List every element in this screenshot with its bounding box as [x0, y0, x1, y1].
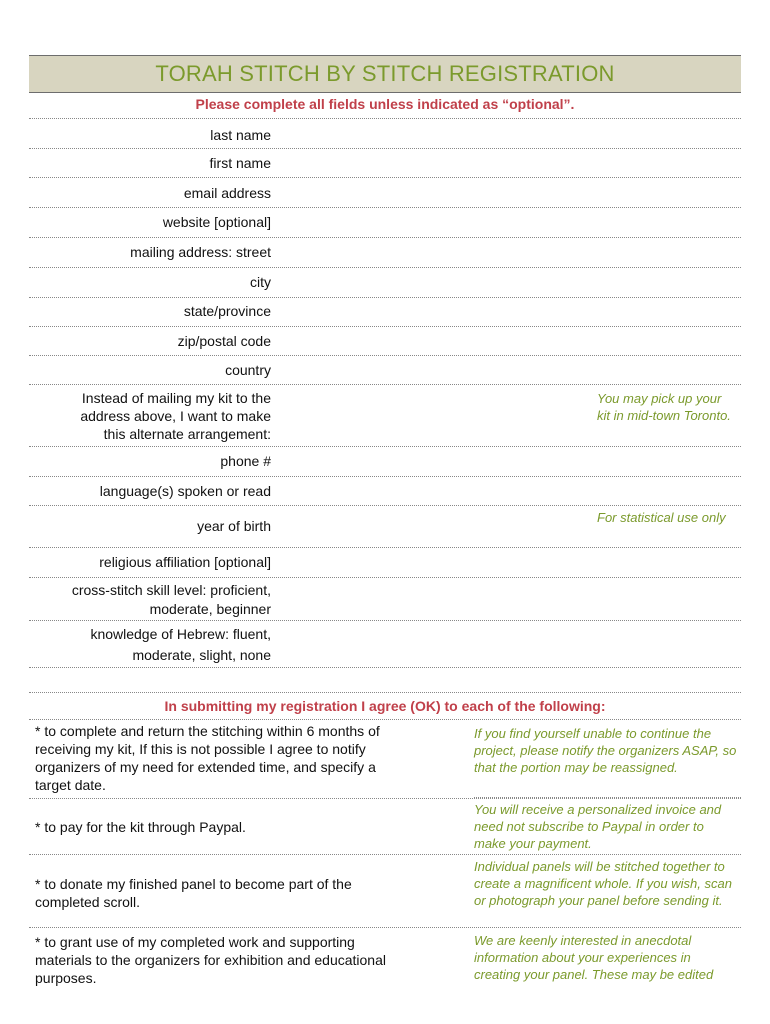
alternate-arrangement-input[interactable] — [249, 385, 591, 446]
field-note: You may pick up your kit in mid-town Toronto. — [597, 391, 731, 423]
field-label: year of birth — [197, 518, 271, 534]
skill-level-input[interactable] — [249, 578, 591, 620]
field-label: religious affiliation [optional] — [99, 554, 271, 570]
field-label: Instead of mailing my kit to the address above, I want to make this alternate arrangement: — [80, 390, 271, 442]
field-row-last-name — [29, 118, 741, 149]
field-label: zip/postal code — [177, 333, 271, 349]
field-label: phone # — [220, 453, 271, 469]
field-row-phone — [29, 447, 741, 477]
agreement-text: * to donate my finished panel to become part of the completed scroll. — [35, 876, 352, 910]
agreement-text: * to pay for the kit through Paypal. — [35, 819, 246, 835]
field-label: language(s) spoken or read — [99, 483, 271, 499]
field-label: country — [225, 362, 271, 378]
note-divider — [474, 797, 741, 798]
languages-input[interactable] — [249, 477, 591, 505]
form-title-bar — [29, 55, 741, 93]
agreement-text: * to grant use of my completed work and supporting materials to the organizers for exhibition and educational purposes. — [35, 934, 386, 986]
field-label: state/province — [183, 303, 271, 319]
zip-input[interactable] — [249, 327, 591, 355]
phone-input[interactable] — [249, 447, 591, 476]
field-row-hebrew — [29, 621, 741, 668]
field-row-state — [29, 298, 741, 327]
field-label: email address — [183, 185, 271, 201]
agreement-note: If you find yourself unable to continue the project, please notify the organizers ASAP, so that the portion may be reassigned. — [474, 726, 737, 775]
religious-affiliation-input[interactable] — [249, 548, 591, 577]
field-label: mailing address: street — [130, 244, 271, 260]
field-row-street — [29, 238, 741, 268]
field-label: city — [250, 274, 271, 290]
website-input[interactable] — [249, 208, 591, 237]
agreement-item-donate — [29, 855, 741, 928]
field-label: first name — [209, 155, 271, 171]
form-instructions: Please complete all fields unless indicated as “optional”. — [195, 96, 575, 112]
agreement-note: Individual panels will be stitched together to create a magnificent whole. If you wish, scan or photograph your panel before sending it. — [474, 859, 732, 908]
first-name-input[interactable] — [249, 148, 591, 177]
state-input[interactable] — [249, 298, 591, 326]
last-name-input[interactable] — [249, 119, 591, 148]
field-label: cross-stitch skill level: proficient, moderate, beginner — [71, 582, 271, 617]
field-row-year-of-birth — [29, 506, 741, 548]
field-note: For statistical use only — [597, 510, 726, 525]
email-input[interactable] — [249, 178, 591, 207]
country-input[interactable] — [249, 356, 591, 384]
field-row-email — [29, 178, 741, 208]
field-row-alternate-arrangement — [29, 385, 741, 447]
agreement-item-exhibition — [29, 928, 741, 1000]
form-title: TORAH STITCH BY STITCH REGISTRATION — [155, 61, 615, 86]
field-row-country — [29, 356, 741, 385]
agreement-note: You will receive a personalized invoice and need not subscribe to Paypal in order to make your payment. — [474, 802, 722, 851]
year-of-birth-input[interactable] — [249, 506, 591, 547]
field-row-skill-level — [29, 578, 741, 621]
field-row-zip — [29, 327, 741, 356]
field-label: website [optional] — [162, 214, 271, 230]
field-label: knowledge of Hebrew: fluent, moderate, slight, none — [90, 626, 271, 663]
hebrew-knowledge-input[interactable] — [249, 621, 591, 667]
agreement-text: * to complete and return the stitching within 6 months of receiving my kit, If this is not possible I agree to notify organizers of my need for extended time, and specify a target date. — [35, 723, 380, 793]
field-row-website — [29, 208, 741, 238]
field-row-city — [29, 268, 741, 298]
agreement-item-return — [29, 719, 741, 799]
field-row-languages — [29, 477, 741, 506]
agreement-note: We are keenly interested in anecdotal information about your experiences in creating your panel. These may be edited — [474, 933, 714, 982]
field-row-religious-affiliation — [29, 548, 741, 578]
agreement-heading: In submitting my registration I agree (OK) to each of the following: — [29, 692, 741, 720]
field-label: last name — [210, 127, 271, 143]
field-row-first-name — [29, 148, 741, 178]
agreement-item-paypal — [29, 799, 741, 855]
city-input[interactable] — [249, 268, 591, 297]
street-input[interactable] — [249, 238, 591, 267]
